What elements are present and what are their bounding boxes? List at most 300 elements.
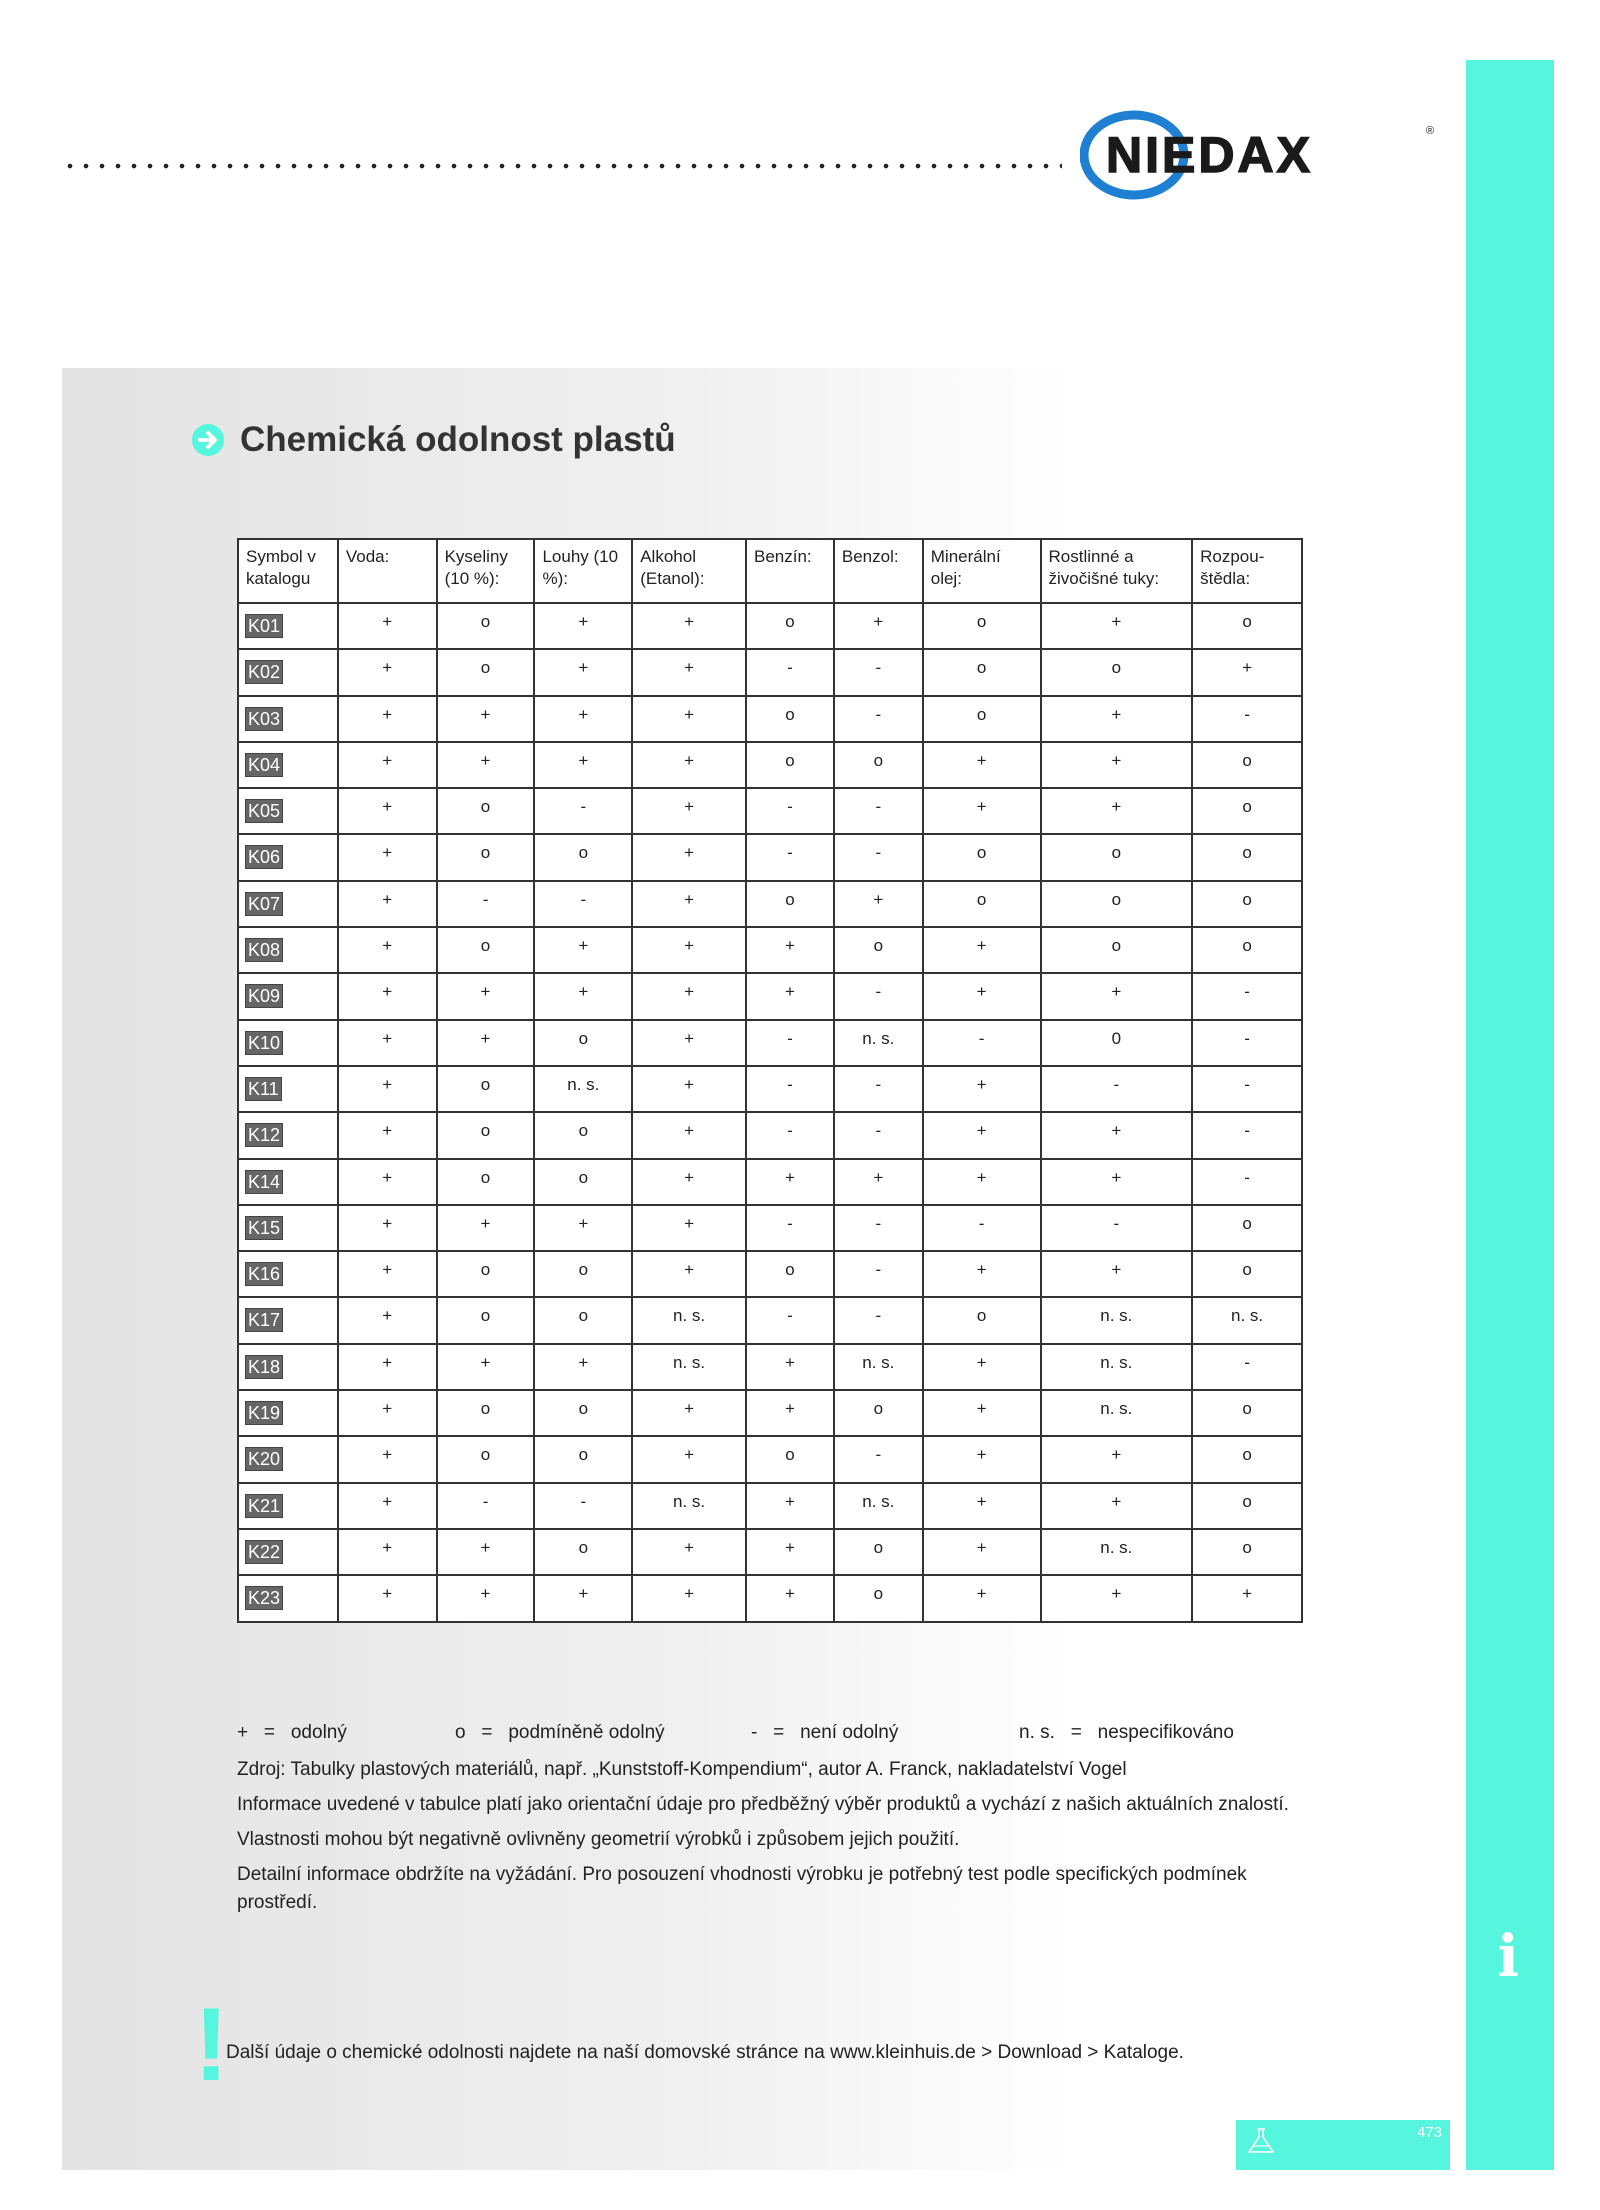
resistance-cell: o — [1192, 742, 1302, 788]
resistance-cell: + — [338, 1297, 437, 1343]
resistance-cell: + — [338, 927, 437, 973]
resistance-cell: o — [534, 1112, 632, 1158]
resistance-cell: + — [437, 1020, 535, 1066]
resistance-cell: - — [1192, 1344, 1302, 1390]
resistance-cell: + — [338, 1251, 437, 1297]
legend — [237, 1722, 1307, 1748]
resistance-cell: - — [923, 1020, 1041, 1066]
resistance-cell: - — [923, 1205, 1041, 1251]
catalog-symbol-badge: K09 — [245, 984, 283, 1008]
note-orientation: Informace uvedené v tabulce platí jako orientační údaje pro předběžný výběr produktů a vychází z našich aktuálních znalostí. — [237, 1794, 1289, 1815]
resistance-cell: + — [1041, 603, 1193, 649]
resistance-cell: o — [923, 603, 1041, 649]
resistance-cell: + — [746, 927, 834, 973]
catalog-symbol-badge: K03 — [245, 707, 283, 731]
table-row — [238, 1390, 1302, 1436]
table-row — [238, 696, 1302, 742]
catalog-symbol-badge: K18 — [245, 1355, 283, 1379]
resistance-cell: o — [1192, 1529, 1302, 1575]
table-row — [238, 1529, 1302, 1575]
catalog-symbol-cell — [238, 1205, 338, 1251]
resistance-cell: o — [437, 1390, 535, 1436]
resistance-cell: - — [1192, 973, 1302, 1019]
catalog-symbol-cell — [238, 1344, 338, 1390]
resistance-cell: o — [534, 1436, 632, 1482]
resistance-cell: + — [338, 1205, 437, 1251]
catalog-symbol-cell — [238, 603, 338, 649]
resistance-cell: o — [746, 881, 834, 927]
catalog-symbol-cell — [238, 649, 338, 695]
table-row — [238, 1297, 1302, 1343]
resistance-cell: + — [338, 1436, 437, 1482]
resistance-cell: o — [1192, 1251, 1302, 1297]
table-row — [238, 788, 1302, 834]
resistance-cell: + — [1041, 742, 1193, 788]
resistance-cell: + — [338, 1066, 437, 1112]
resistance-cell: + — [746, 1529, 834, 1575]
resistance-cell: + — [632, 742, 746, 788]
resistance-cell: o — [534, 1251, 632, 1297]
table-row — [238, 973, 1302, 1019]
resistance-cell: - — [1192, 1020, 1302, 1066]
resistance-cell: + — [923, 1436, 1041, 1482]
resistance-cell: + — [338, 1529, 437, 1575]
footnote-text: Další údaje o chemické odolnosti najdete na naší domovské stránce na www.kleinhuis.de > Download > Kataloge. — [226, 2042, 1184, 2063]
table-row — [238, 881, 1302, 927]
resistance-cell: o — [1192, 788, 1302, 834]
catalog-symbol-badge: K12 — [245, 1123, 283, 1147]
resistance-cell: + — [1041, 1112, 1193, 1158]
page-title: Chemická odolnost plastů — [240, 420, 676, 459]
resistance-cell: + — [338, 834, 437, 880]
column-header: Benzín: — [746, 539, 834, 603]
resistance-cell: - — [746, 834, 834, 880]
resistance-cell: + — [338, 649, 437, 695]
resistance-cell: o — [1041, 834, 1193, 880]
resistance-cell: + — [338, 1390, 437, 1436]
resistance-cell: + — [632, 696, 746, 742]
resistance-cell: - — [746, 1112, 834, 1158]
resistance-cell: + — [632, 927, 746, 973]
resistance-cell: + — [437, 742, 535, 788]
resistance-cell: - — [746, 1205, 834, 1251]
resistance-cell: + — [1041, 696, 1193, 742]
resistance-cell: o — [746, 696, 834, 742]
catalog-symbol-cell — [238, 1529, 338, 1575]
resistance-cell: n. s. — [1041, 1297, 1193, 1343]
resistance-cell: - — [1192, 1066, 1302, 1112]
resistance-cell: o — [1192, 1483, 1302, 1529]
resistance-cell: o — [923, 649, 1041, 695]
exclamation-icon: ! — [194, 1987, 229, 2103]
catalog-symbol-cell — [238, 742, 338, 788]
table-row — [238, 927, 1302, 973]
catalog-symbol-cell — [238, 881, 338, 927]
table-row — [238, 1159, 1302, 1205]
resistance-cell: + — [534, 1344, 632, 1390]
resistance-cell: o — [534, 1529, 632, 1575]
resistance-cell: + — [632, 649, 746, 695]
resistance-cell: o — [1041, 927, 1193, 973]
resistance-cell: + — [632, 1205, 746, 1251]
resistance-cell: - — [534, 1483, 632, 1529]
column-header: Symbol v katalogu — [238, 539, 338, 603]
resistance-cell: - — [834, 834, 923, 880]
resistance-cell: + — [632, 1020, 746, 1066]
catalog-symbol-cell — [238, 1251, 338, 1297]
resistance-cell: + — [923, 1483, 1041, 1529]
catalog-symbol-badge: K01 — [245, 614, 283, 638]
catalog-symbol-badge: K08 — [245, 938, 283, 962]
resistance-cell: o — [1041, 649, 1193, 695]
resistance-cell: + — [1192, 649, 1302, 695]
resistance-cell: o — [1192, 1390, 1302, 1436]
table-row — [238, 1251, 1302, 1297]
resistance-cell: o — [437, 603, 535, 649]
column-header: Minerální olej: — [923, 539, 1041, 603]
resistance-cell: o — [923, 1297, 1041, 1343]
resistance-cell: + — [338, 881, 437, 927]
resistance-cell: + — [834, 1159, 923, 1205]
column-header: Benzol: — [834, 539, 923, 603]
catalog-symbol-cell — [238, 1483, 338, 1529]
table-row — [238, 1066, 1302, 1112]
resistance-cell: + — [338, 1020, 437, 1066]
table-row — [238, 1112, 1302, 1158]
resistance-cell: + — [632, 788, 746, 834]
resistance-cell: o — [1192, 603, 1302, 649]
resistance-cell: o — [437, 834, 535, 880]
resistance-cell: - — [834, 1251, 923, 1297]
catalog-symbol-badge: K19 — [245, 1401, 283, 1425]
column-header: Louhy (10 %): — [534, 539, 632, 603]
resistance-cell: o — [923, 834, 1041, 880]
catalog-symbol-badge: K04 — [245, 753, 283, 777]
catalog-symbol-badge: K11 — [245, 1077, 282, 1101]
resistance-cell: o — [1192, 1205, 1302, 1251]
table-row — [238, 1436, 1302, 1482]
resistance-cell: + — [746, 1575, 834, 1621]
resistance-cell: o — [1192, 1436, 1302, 1482]
resistance-cell: o — [534, 834, 632, 880]
resistance-cell: + — [437, 1344, 535, 1390]
resistance-cell: n. s. — [834, 1483, 923, 1529]
resistance-cell: + — [534, 973, 632, 1019]
resistance-cell: - — [1192, 1159, 1302, 1205]
resistance-cell: + — [437, 1205, 535, 1251]
resistance-cell: - — [1192, 696, 1302, 742]
resistance-cell: o — [437, 788, 535, 834]
resistance-cell: - — [834, 973, 923, 1019]
resistance-cell: + — [534, 1575, 632, 1621]
resistance-cell: + — [632, 1529, 746, 1575]
resistance-cell: - — [437, 1483, 535, 1529]
resistance-cell: + — [338, 603, 437, 649]
resistance-cell: 0 — [1041, 1020, 1193, 1066]
resistance-cell: + — [632, 1390, 746, 1436]
resistance-cell: + — [338, 1575, 437, 1621]
resistance-cell: - — [746, 788, 834, 834]
catalog-symbol-cell — [238, 1575, 338, 1621]
resistance-cell: + — [632, 1112, 746, 1158]
column-header: Rostlinné a živočišné tuky: — [1041, 539, 1193, 603]
resistance-cell: + — [534, 1205, 632, 1251]
resistance-cell: + — [746, 1390, 834, 1436]
resistance-cell: - — [534, 881, 632, 927]
resistance-cell: - — [834, 1066, 923, 1112]
table-row — [238, 1575, 1302, 1621]
legend-resistant: + = odolný — [237, 1722, 347, 1743]
resistance-cell: - — [1041, 1066, 1193, 1112]
column-header: Kyseliny (10 %): — [437, 539, 535, 603]
resistance-cell: o — [1192, 881, 1302, 927]
table-row — [238, 742, 1302, 788]
resistance-cell: - — [746, 1297, 834, 1343]
resistance-cell: n. s. — [534, 1066, 632, 1112]
logo-registered-mark: ® — [1426, 125, 1435, 137]
resistance-cell: o — [923, 881, 1041, 927]
resistance-cell: + — [834, 603, 923, 649]
resistance-cell: + — [632, 1159, 746, 1205]
resistance-cell: + — [1041, 1251, 1193, 1297]
resistance-cell: + — [746, 1159, 834, 1205]
resistance-cell: - — [834, 1436, 923, 1482]
resistance-cell: + — [1041, 973, 1193, 1019]
column-header: Alkohol (Etanol): — [632, 539, 746, 603]
note-source: Zdroj: Tabulky plastových materiálů, např. „Kunststoff-Kompendium“, autor A. Franck, nakladatelství Vogel — [237, 1759, 1127, 1780]
catalog-symbol-badge: K06 — [245, 845, 283, 869]
catalog-symbol-cell — [238, 927, 338, 973]
resistance-cell: + — [338, 742, 437, 788]
resistance-cell: + — [923, 927, 1041, 973]
resistance-cell: o — [534, 1297, 632, 1343]
catalog-symbol-badge: K16 — [245, 1262, 283, 1286]
catalog-symbol-badge: K07 — [245, 892, 283, 916]
resistance-cell: n. s. — [834, 1020, 923, 1066]
catalog-symbol-cell — [238, 1436, 338, 1482]
resistance-cell: + — [923, 1112, 1041, 1158]
resistance-cell: o — [746, 742, 834, 788]
info-icon[interactable]: i — [1496, 1922, 1520, 1990]
resistance-cell: o — [834, 742, 923, 788]
resistance-cell: - — [746, 649, 834, 695]
resistance-cell: n. s. — [632, 1344, 746, 1390]
resistance-cell: o — [437, 1159, 535, 1205]
resistance-cell: - — [834, 1297, 923, 1343]
catalog-symbol-badge: K15 — [245, 1216, 283, 1240]
resistance-cell: + — [338, 1344, 437, 1390]
resistance-cell: + — [632, 881, 746, 927]
resistance-cell: + — [437, 1575, 535, 1621]
resistance-cell: o — [437, 927, 535, 973]
table-row — [238, 1205, 1302, 1251]
column-header: Rozpou- štědla: — [1192, 539, 1302, 603]
resistance-cell: - — [834, 696, 923, 742]
resistance-cell: - — [437, 881, 535, 927]
resistance-cell: + — [923, 1529, 1041, 1575]
table-row — [238, 649, 1302, 695]
resistance-cell: o — [746, 1436, 834, 1482]
resistance-cell: + — [338, 973, 437, 1019]
resistance-cell: - — [1192, 1112, 1302, 1158]
resistance-cell: o — [1192, 927, 1302, 973]
catalog-symbol-cell — [238, 1390, 338, 1436]
resistance-cell: - — [746, 1020, 834, 1066]
resistance-cell: o — [437, 649, 535, 695]
resistance-cell: o — [437, 1436, 535, 1482]
resistance-cell: o — [534, 1390, 632, 1436]
resistance-cell: - — [746, 1066, 834, 1112]
resistance-cell: o — [746, 603, 834, 649]
resistance-cell: + — [338, 788, 437, 834]
resistance-cell: + — [1041, 1436, 1193, 1482]
resistance-cell: o — [834, 1390, 923, 1436]
catalog-symbol-cell — [238, 1020, 338, 1066]
resistance-cell: + — [632, 834, 746, 880]
table-row — [238, 1483, 1302, 1529]
resistance-cell: - — [1041, 1205, 1193, 1251]
niedax-logo — [1080, 108, 1442, 202]
resistance-cell: n. s. — [1041, 1344, 1193, 1390]
resistance-cell: + — [1041, 1483, 1193, 1529]
resistance-cell: + — [338, 1483, 437, 1529]
resistance-cell: + — [923, 1066, 1041, 1112]
catalog-symbol-cell — [238, 696, 338, 742]
resistance-cell: + — [923, 742, 1041, 788]
catalog-symbol-cell — [238, 973, 338, 1019]
resistance-cell: + — [632, 603, 746, 649]
catalog-symbol-cell — [238, 1297, 338, 1343]
chemical-resistance-table — [237, 538, 1303, 1623]
catalog-symbol-cell — [238, 788, 338, 834]
resistance-cell: + — [746, 1483, 834, 1529]
resistance-cell: - — [534, 788, 632, 834]
note-geometry: Vlastnosti mohou být negativně ovlivněny geometrií výrobků i způsobem jejich použití. — [237, 1829, 960, 1850]
catalog-symbol-cell — [238, 1159, 338, 1205]
title-row — [190, 412, 676, 468]
page-number-box — [1236, 2120, 1450, 2170]
dotted-rule — [62, 160, 1062, 172]
resistance-cell: o — [437, 1297, 535, 1343]
catalog-symbol-badge: K10 — [245, 1031, 283, 1055]
circle-arrow-right-icon — [190, 422, 226, 458]
note-details: Detailní informace obdržíte na vyžádání. Pro posouzení vhodnosti výrobku je potřebný test podle specifických podmínek prostředí. — [237, 1864, 1247, 1913]
resistance-cell: + — [437, 696, 535, 742]
sidebar-accent-bar — [1466, 60, 1554, 2170]
resistance-cell: + — [834, 881, 923, 927]
resistance-cell: - — [834, 649, 923, 695]
catalog-symbol-badge: K14 — [245, 1170, 283, 1194]
resistance-cell: o — [437, 1066, 535, 1112]
resistance-cell: - — [834, 1112, 923, 1158]
resistance-cell: o — [834, 927, 923, 973]
resistance-cell: + — [632, 1436, 746, 1482]
resistance-cell: + — [534, 649, 632, 695]
resistance-cell: + — [534, 927, 632, 973]
resistance-cell: + — [923, 1575, 1041, 1621]
resistance-cell: n. s. — [1041, 1529, 1193, 1575]
resistance-cell: n. s. — [1192, 1297, 1302, 1343]
resistance-cell: + — [534, 742, 632, 788]
catalog-symbol-badge: K02 — [245, 660, 283, 684]
resistance-cell: o — [534, 1020, 632, 1066]
resistance-cell: + — [1041, 1575, 1193, 1621]
resistance-cell: o — [534, 1159, 632, 1205]
resistance-cell: + — [338, 1159, 437, 1205]
resistance-cell: + — [437, 973, 535, 1019]
resistance-cell: + — [534, 603, 632, 649]
resistance-cell: - — [834, 1205, 923, 1251]
catalog-symbol-cell — [238, 1112, 338, 1158]
resistance-cell: + — [437, 1529, 535, 1575]
catalog-symbol-badge: K23 — [245, 1586, 283, 1610]
resistance-cell: n. s. — [632, 1483, 746, 1529]
table-row — [238, 603, 1302, 649]
column-header: Voda: — [338, 539, 437, 603]
legend-not-resistant: - = není odolný — [751, 1722, 899, 1743]
resistance-cell: + — [1041, 788, 1193, 834]
resistance-cell: o — [923, 696, 1041, 742]
resistance-cell: + — [923, 973, 1041, 1019]
resistance-cell: + — [1041, 1159, 1193, 1205]
resistance-cell: + — [923, 1390, 1041, 1436]
resistance-cell: + — [1192, 1575, 1302, 1621]
resistance-cell: + — [632, 973, 746, 1019]
resistance-cell: n. s. — [834, 1344, 923, 1390]
resistance-cell: + — [923, 1251, 1041, 1297]
flask-icon — [1244, 2126, 1278, 2156]
table-row — [238, 834, 1302, 880]
resistance-cell: + — [338, 696, 437, 742]
page-number: 473 — [1416, 2124, 1442, 2141]
catalog-symbol-badge: K20 — [245, 1447, 283, 1471]
table-header-row — [238, 539, 1302, 603]
logo-text: NIEDAX — [1106, 127, 1313, 183]
resistance-cell: + — [746, 1344, 834, 1390]
resistance-cell: + — [534, 696, 632, 742]
resistance-cell: n. s. — [1041, 1390, 1193, 1436]
catalog-symbol-badge: K05 — [245, 799, 283, 823]
resistance-cell: - — [834, 788, 923, 834]
catalog-symbol-badge: K21 — [245, 1494, 283, 1518]
resistance-cell: + — [923, 1344, 1041, 1390]
resistance-cell: + — [923, 1159, 1041, 1205]
catalog-symbol-cell — [238, 1066, 338, 1112]
resistance-cell: n. s. — [632, 1297, 746, 1343]
resistance-cell: o — [437, 1112, 535, 1158]
resistance-cell: + — [632, 1575, 746, 1621]
catalog-symbol-badge: K17 — [245, 1308, 283, 1332]
catalog-symbol-badge: K22 — [245, 1540, 283, 1564]
resistance-cell: o — [746, 1251, 834, 1297]
resistance-cell: o — [834, 1529, 923, 1575]
legend-not-specified: n. s. = nespecifikováno — [1019, 1722, 1234, 1743]
resistance-cell: o — [1192, 834, 1302, 880]
resistance-cell: + — [746, 973, 834, 1019]
legend-conditionally-resistant: o = podmíněně odolný — [455, 1722, 665, 1743]
resistance-cell: o — [1041, 881, 1193, 927]
resistance-cell: o — [437, 1251, 535, 1297]
catalog-symbol-cell — [238, 834, 338, 880]
table-body — [238, 603, 1302, 1622]
resistance-cell: + — [338, 1112, 437, 1158]
table-row — [238, 1020, 1302, 1066]
table-row — [238, 1344, 1302, 1390]
resistance-cell: + — [632, 1066, 746, 1112]
notes — [237, 1756, 1307, 1924]
resistance-cell: + — [923, 788, 1041, 834]
resistance-cell: o — [834, 1575, 923, 1621]
